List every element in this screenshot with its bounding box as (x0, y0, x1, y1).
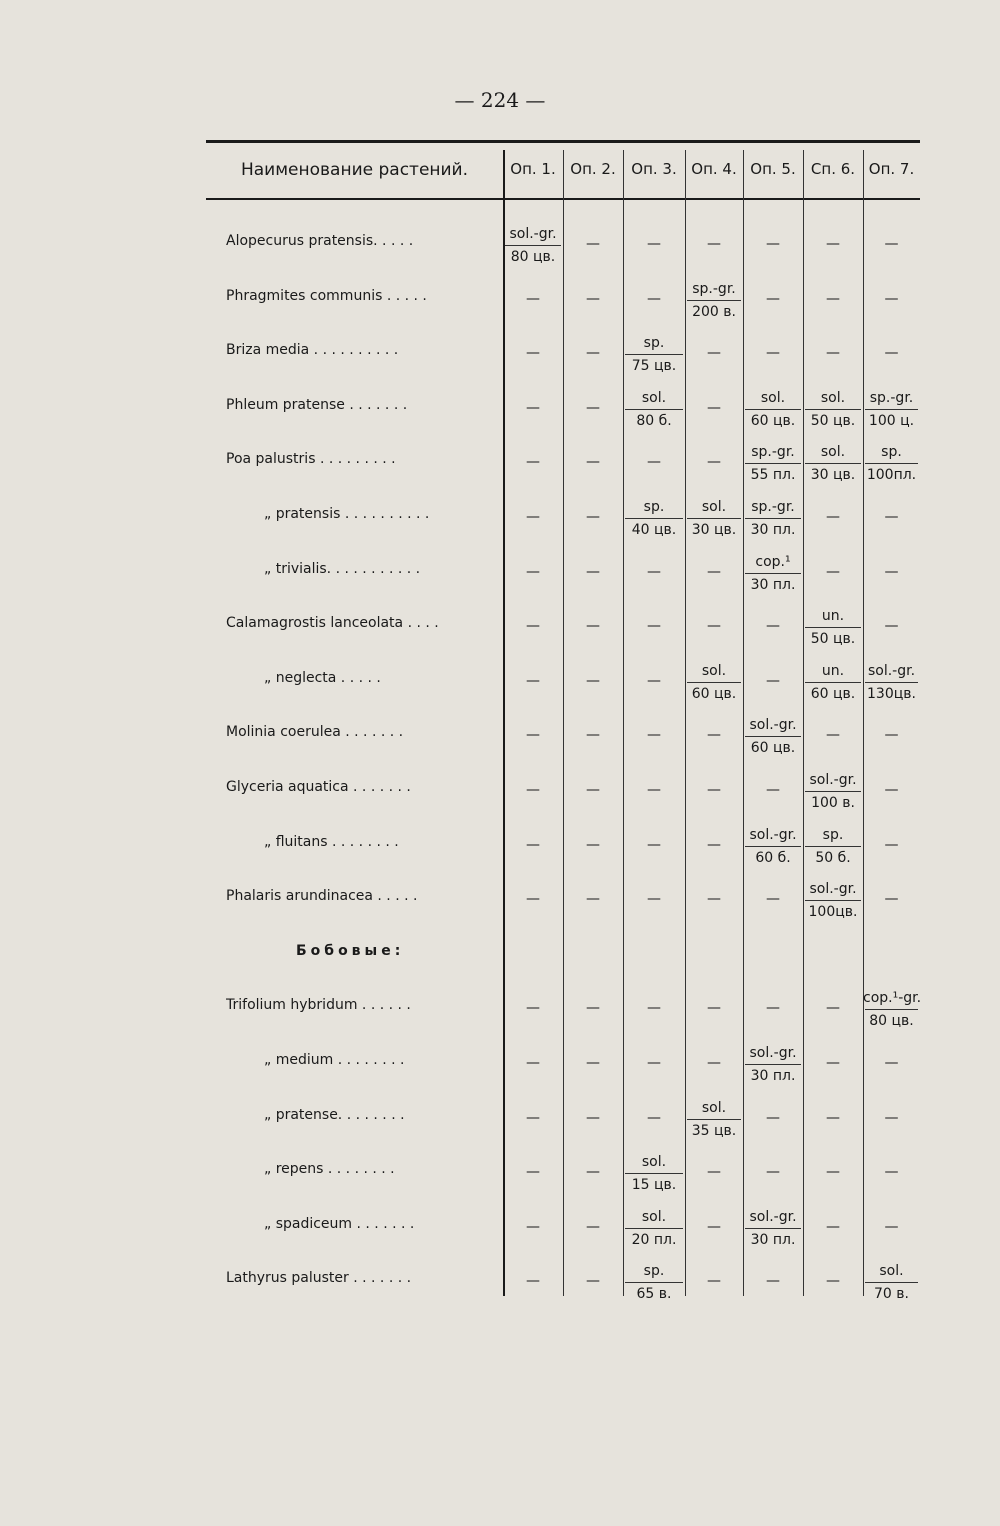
fraction-bar (745, 409, 801, 410)
page-number: — 224 — (454, 88, 546, 112)
abundance-value: sol.-gr. (867, 662, 916, 679)
abundance-cell (685, 1098, 743, 1141)
abundance-value: sol. (641, 389, 667, 406)
fraction-bar (687, 300, 741, 301)
empty-cell-dash: — (707, 399, 721, 416)
abundance-value: un. (821, 662, 845, 679)
empty-cell-dash: — (526, 727, 540, 744)
empty-cell-dash: — (766, 1000, 780, 1017)
empty-cell-dash: — (586, 236, 600, 252)
header-column-1: Оп. 1. (510, 160, 556, 178)
fraction-bar (805, 682, 861, 683)
abundance-cell (803, 661, 863, 704)
empty-cell-dash: — (884, 563, 899, 580)
empty-cell-dash: — (526, 1109, 540, 1126)
species-name: Phalaris arundinacea . . . . . (226, 888, 418, 905)
height-phase-value: 60 цв. (810, 685, 856, 702)
fraction-bar (805, 627, 861, 628)
abundance-value: sol. (701, 662, 727, 679)
empty-cell-dash: — (766, 891, 780, 908)
empty-cell-dash: — (647, 782, 661, 798)
fraction-bar (687, 682, 741, 683)
abundance-value: sol. (641, 1154, 667, 1171)
abundance-value: sol. (879, 1263, 904, 1280)
empty-cell-dash: — (586, 345, 600, 362)
abundance-value: sp.-gr. (692, 280, 736, 297)
empty-cell-dash: — (647, 1109, 661, 1126)
height-phase-value: 40 цв. (631, 522, 677, 538)
empty-cell-dash: — (884, 345, 899, 362)
abundance-cell (803, 442, 863, 485)
species-name: Phleum pratense . . . . . . . (226, 396, 408, 413)
empty-cell-dash: — (647, 563, 661, 580)
section-heading: Бобовые: (296, 942, 405, 959)
height-phase-value: 80 б. (636, 412, 672, 429)
empty-cell-dash: — (586, 509, 600, 525)
empty-cell-dash: — (826, 563, 840, 580)
header-column-7: Оп. 7. (868, 160, 915, 178)
abundance-cell (863, 661, 920, 704)
species-name: Molinia coerulea . . . . . . . (226, 724, 404, 741)
header-column-4: Оп. 4. (691, 160, 737, 178)
empty-cell-dash: — (884, 836, 899, 853)
empty-cell-dash: — (526, 672, 540, 689)
abundance-cell (685, 661, 743, 704)
abundance-cell (743, 1207, 803, 1250)
empty-cell-dash: — (526, 454, 540, 471)
species-name: „ trivialis. . . . . . . . . . . (264, 560, 421, 577)
height-phase-value: 100 ц. (868, 412, 915, 429)
height-phase-value: 30 цв. (691, 522, 737, 538)
header-column-2: Оп. 2. (570, 160, 616, 178)
species-name: Alopecurus pratensis. . . . . (226, 233, 414, 249)
empty-cell-dash: — (766, 236, 780, 252)
height-phase-value: 35 цв. (691, 1122, 737, 1139)
height-phase-value: 15 цв. (631, 1177, 677, 1194)
empty-cell-dash: — (826, 1055, 840, 1071)
empty-cell-dash: — (884, 509, 899, 525)
empty-cell-dash: — (766, 1273, 780, 1290)
fraction-bar (745, 846, 801, 847)
height-phase-value: 70 в. (874, 1286, 909, 1303)
empty-cell-dash: — (884, 290, 899, 307)
empty-cell-dash: — (707, 618, 721, 635)
abundance-cell (863, 988, 920, 1031)
fraction-bar (805, 900, 861, 901)
empty-cell-dash: — (586, 1000, 600, 1017)
fraction-bar (745, 736, 801, 737)
abundance-value: sol. (641, 1208, 667, 1225)
empty-cell-dash: — (884, 782, 899, 798)
empty-cell-dash: — (884, 727, 899, 744)
empty-cell-dash: — (586, 1055, 600, 1071)
empty-cell-dash: — (586, 891, 600, 908)
abundance-value: sol.-gr. (809, 881, 857, 898)
abundance-cell (685, 279, 743, 322)
abundance-cell (623, 1152, 685, 1195)
empty-cell-dash: — (526, 399, 540, 416)
abundance-cell (863, 442, 920, 485)
empty-cell-dash: — (647, 454, 661, 471)
empty-cell-dash: — (884, 236, 899, 252)
fraction-bar (625, 1173, 683, 1174)
table-top-rule (206, 140, 920, 143)
species-name: „ pratense. . . . . . . . (264, 1106, 405, 1123)
empty-cell-dash: — (766, 1109, 780, 1126)
fraction-bar (625, 409, 683, 410)
abundance-cell (803, 770, 863, 813)
empty-cell-dash: — (826, 1218, 840, 1235)
abundance-value: sol.-gr. (749, 717, 797, 734)
species-name: Glyceria aquatica . . . . . . . (226, 779, 411, 795)
height-phase-value: 65 в. (636, 1286, 672, 1303)
abundance-value: sp. (643, 335, 665, 352)
fraction-bar (745, 1064, 801, 1065)
empty-cell-dash: — (707, 1164, 721, 1181)
empty-cell-dash: — (586, 836, 600, 853)
fraction-bar (865, 1009, 918, 1010)
abundance-value: sp. (881, 444, 902, 461)
abundance-value: un. (821, 608, 845, 625)
abundance-cell (623, 1207, 685, 1250)
empty-cell-dash: — (586, 399, 600, 416)
abundance-cell (623, 388, 685, 431)
fraction-bar (505, 245, 561, 246)
abundance-value: sp.-gr. (869, 389, 914, 406)
height-phase-value: 30 пл. (750, 1068, 796, 1084)
empty-cell-dash: — (884, 891, 899, 908)
fraction-bar (805, 409, 861, 410)
fraction-bar (687, 1119, 741, 1120)
empty-cell-dash: — (766, 290, 780, 307)
empty-cell-dash: — (586, 782, 600, 798)
abundance-value: sol.-gr. (509, 226, 557, 242)
fraction-bar (865, 1282, 918, 1283)
empty-cell-dash: — (526, 509, 540, 525)
empty-cell-dash: — (647, 836, 661, 853)
height-phase-value: 30 пл. (750, 576, 796, 593)
fraction-bar (687, 518, 741, 519)
empty-cell-dash: — (707, 236, 721, 252)
fraction-bar (745, 463, 801, 464)
height-phase-value: 80 цв. (869, 1013, 914, 1030)
height-phase-value: 200 в. (692, 303, 736, 320)
fraction-bar (865, 682, 918, 683)
empty-cell-dash: — (766, 782, 780, 798)
empty-cell-dash: — (766, 672, 780, 689)
empty-cell-dash: — (826, 1273, 840, 1290)
empty-cell-dash: — (826, 727, 840, 744)
fraction-bar (625, 1228, 683, 1229)
height-phase-value: 75 цв. (631, 358, 677, 375)
abundance-value: sp. (822, 826, 844, 843)
fraction-bar (625, 1282, 683, 1283)
empty-cell-dash: — (526, 1000, 540, 1017)
species-name: Calamagrostis lanceolata . . . . (226, 615, 439, 632)
empty-cell-dash: — (884, 618, 899, 635)
abundance-cell (503, 224, 563, 267)
empty-cell-dash: — (526, 836, 540, 853)
height-phase-value: 50 цв. (810, 631, 856, 648)
empty-cell-dash: — (826, 1109, 840, 1126)
height-phase-value: 60 цв. (750, 740, 796, 757)
empty-cell-dash: — (526, 1055, 540, 1071)
empty-cell-dash: — (707, 1218, 721, 1235)
height-phase-value: 100 в. (811, 795, 855, 811)
fraction-bar (805, 463, 861, 464)
abundance-cell (743, 1043, 803, 1086)
header-column-5: Оп. 5. (750, 160, 796, 178)
empty-cell-dash: — (707, 1000, 721, 1017)
abundance-cell (803, 388, 863, 431)
abundance-cell (863, 1261, 920, 1304)
empty-cell-dash: — (586, 563, 600, 580)
species-name: Poa palustris . . . . . . . . . (226, 451, 396, 468)
fraction-bar (625, 518, 683, 519)
fraction-bar (865, 463, 918, 464)
abundance-cell (743, 388, 803, 431)
abundance-value: sol. (820, 389, 846, 406)
height-phase-value: 50 б. (815, 849, 851, 866)
empty-cell-dash: — (526, 1273, 540, 1290)
empty-cell-dash: — (647, 727, 661, 744)
abundance-value: sp. (643, 499, 665, 515)
empty-cell-dash: — (647, 1055, 661, 1071)
abundance-cell (803, 879, 863, 922)
fraction-bar (805, 791, 861, 792)
abundance-cell (803, 825, 863, 868)
height-phase-value: 60 цв. (691, 685, 737, 702)
empty-cell-dash: — (526, 782, 540, 798)
fraction-bar (625, 354, 683, 355)
species-name: Briza media . . . . . . . . . . (226, 342, 399, 359)
empty-cell-dash: — (707, 836, 721, 853)
height-phase-value: 30 пл. (750, 522, 796, 538)
empty-cell-dash: — (526, 618, 540, 635)
empty-cell-dash: — (707, 1055, 721, 1071)
abundance-cell (685, 497, 743, 540)
empty-cell-dash: — (586, 672, 600, 689)
species-name: Trifolium hybridum . . . . . . (226, 997, 411, 1014)
abundance-value: cop.¹-gr. (863, 990, 922, 1007)
abundance-value: sol.-gr. (749, 826, 797, 843)
empty-cell-dash: — (884, 1109, 899, 1126)
fraction-bar (865, 409, 918, 410)
species-name: Phragmites communis . . . . . (226, 287, 427, 304)
abundance-value: sol. (760, 389, 786, 406)
empty-cell-dash: — (707, 782, 721, 798)
empty-cell-dash: — (647, 672, 661, 689)
height-phase-value: 55 пл. (750, 467, 796, 484)
empty-cell-dash: — (826, 1000, 840, 1017)
empty-cell-dash: — (826, 236, 840, 252)
empty-cell-dash: — (884, 1055, 899, 1071)
empty-cell-dash: — (707, 727, 721, 744)
empty-cell-dash: — (826, 509, 840, 525)
header-column-6: Сп. 6. (810, 160, 856, 178)
empty-cell-dash: — (586, 1164, 600, 1181)
height-phase-value: 60 б. (755, 849, 791, 866)
empty-cell-dash: — (647, 618, 661, 635)
abundance-cell (803, 606, 863, 649)
empty-cell-dash: — (526, 345, 540, 362)
empty-cell-dash: — (766, 345, 780, 362)
empty-cell-dash: — (647, 1000, 661, 1017)
abundance-value: sol. (701, 1099, 727, 1116)
empty-cell-dash: — (766, 618, 780, 635)
abundance-cell (743, 715, 803, 758)
abundance-cell (743, 442, 803, 485)
empty-cell-dash: — (766, 1164, 780, 1181)
empty-cell-dash: — (647, 236, 661, 252)
empty-cell-dash: — (884, 1164, 899, 1181)
abundance-value: sol. (701, 499, 727, 515)
species-name: „ spadiceum . . . . . . . (264, 1215, 415, 1232)
header-column-3: Оп. 3. (631, 160, 677, 178)
empty-cell-dash: — (826, 345, 840, 362)
species-name: „ neglecta . . . . . (264, 669, 381, 686)
abundance-cell (743, 552, 803, 595)
fraction-bar (745, 1228, 801, 1229)
height-phase-value: 130цв. (867, 685, 916, 702)
abundance-value: sol.-gr. (749, 1045, 797, 1061)
species-name: „ fluitans . . . . . . . . (264, 833, 399, 850)
empty-cell-dash: — (586, 618, 600, 635)
header-name-column: Наименование растений. (240, 160, 469, 180)
height-phase-value: 60 цв. (750, 412, 796, 429)
height-phase-value: 50 цв. (810, 412, 856, 429)
empty-cell-dash: — (526, 563, 540, 580)
species-name: „ medium . . . . . . . . (264, 1052, 405, 1068)
empty-cell-dash: — (586, 727, 600, 744)
height-phase-value: 30 цв. (810, 467, 856, 484)
abundance-value: sp. (643, 1263, 665, 1280)
abundance-value: sp.-gr. (751, 499, 795, 515)
abundance-value: sol.-gr. (809, 772, 857, 788)
empty-cell-dash: — (647, 891, 661, 908)
height-phase-value: 20 пл. (631, 1231, 677, 1248)
abundance-cell (623, 1261, 685, 1304)
species-name: „ repens . . . . . . . . (264, 1161, 395, 1178)
empty-cell-dash: — (526, 1218, 540, 1235)
height-phase-value: 80 цв. (510, 249, 556, 265)
abundance-value: cop.¹ (755, 553, 791, 570)
abundance-cell (743, 497, 803, 540)
abundance-cell (863, 388, 920, 431)
empty-cell-dash: — (826, 290, 840, 307)
empty-cell-dash: — (526, 290, 540, 307)
empty-cell-dash: — (826, 1164, 840, 1181)
fraction-bar (745, 573, 801, 574)
abundance-value: sp.-gr. (751, 444, 795, 461)
empty-cell-dash: — (707, 1273, 721, 1290)
abundance-cell (743, 825, 803, 868)
abundance-cell (623, 333, 685, 376)
fraction-bar (805, 846, 861, 847)
height-phase-value: 30 пл. (750, 1231, 796, 1248)
height-phase-value: 100пл. (866, 467, 917, 484)
species-name: Lathyrus paluster . . . . . . . (226, 1270, 412, 1287)
abundance-cell (623, 497, 685, 540)
empty-cell-dash: — (884, 1218, 899, 1235)
empty-cell-dash: — (707, 345, 721, 362)
empty-cell-dash: — (707, 891, 721, 908)
empty-cell-dash: — (586, 1273, 600, 1290)
empty-cell-dash: — (586, 1109, 600, 1126)
empty-cell-dash: — (526, 891, 540, 908)
empty-cell-dash: — (526, 1164, 540, 1181)
empty-cell-dash: — (707, 563, 721, 580)
species-name: „ pratensis . . . . . . . . . . (264, 506, 430, 522)
empty-cell-dash: — (707, 454, 721, 471)
empty-cell-dash: — (647, 290, 661, 307)
abundance-value: sol. (820, 444, 846, 461)
empty-cell-dash: — (586, 290, 600, 307)
fraction-bar (745, 518, 801, 519)
empty-cell-dash: — (586, 454, 600, 471)
empty-cell-dash: — (586, 1218, 600, 1235)
abundance-value: sol.-gr. (749, 1208, 797, 1225)
height-phase-value: 100цв. (808, 904, 858, 921)
